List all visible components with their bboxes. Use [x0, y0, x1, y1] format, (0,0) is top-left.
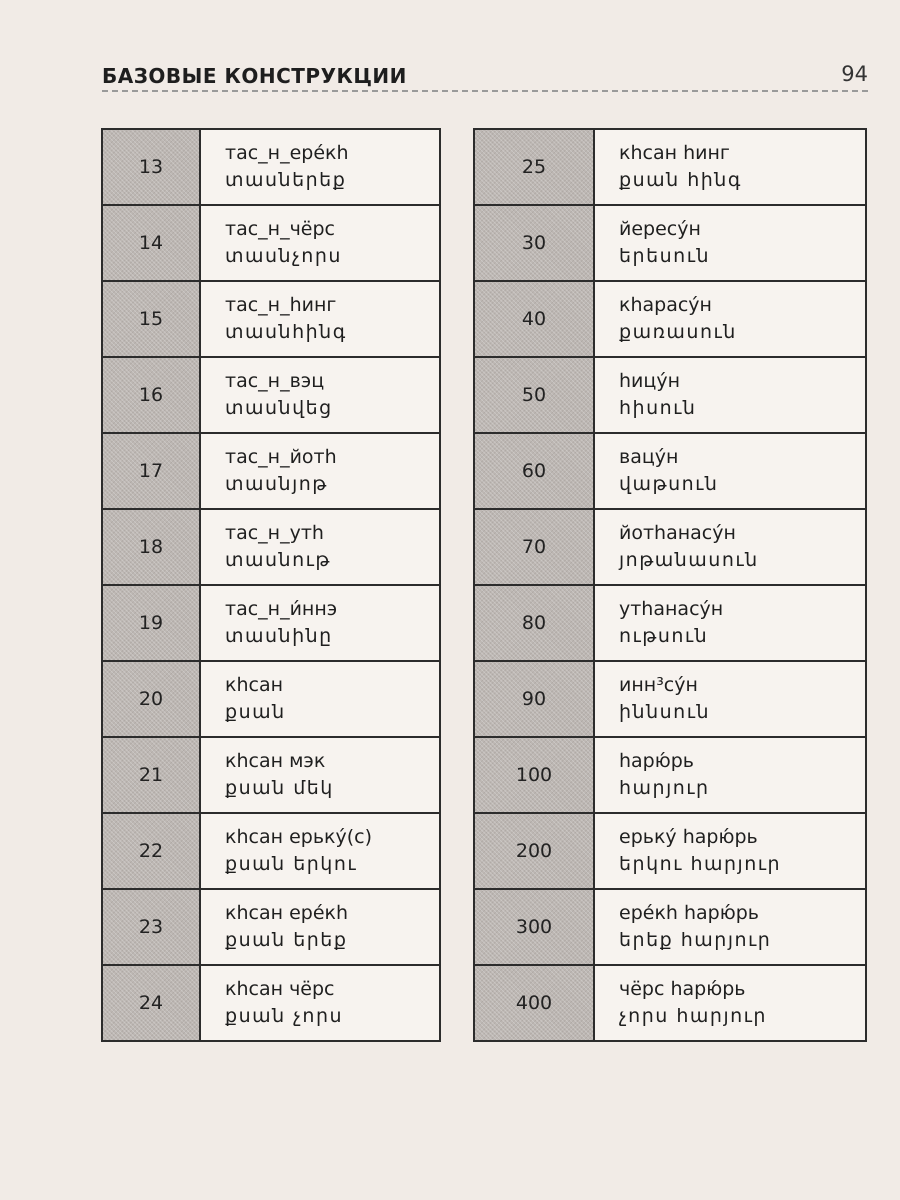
armenian-word: երեք հարյուր: [619, 929, 772, 951]
transliteration: кһсан: [225, 674, 284, 696]
transliteration: тас_н_һинг: [225, 294, 337, 316]
word-cell: [200, 965, 440, 1041]
transliteration: тас_н_ере́кһ: [225, 142, 349, 164]
transliteration: тас_н_йотһ: [225, 446, 337, 468]
table-row: [102, 433, 440, 509]
table-row: [474, 357, 866, 433]
table-row: [474, 661, 866, 737]
number-cell: 90: [474, 661, 594, 737]
number-cell: 23: [102, 889, 200, 965]
number-cell: 40: [474, 281, 594, 357]
armenian-word: քսան հինգ: [619, 169, 742, 191]
word-cell: [200, 433, 440, 509]
table-row: [474, 129, 866, 205]
table-row: [102, 509, 440, 585]
table-row: [474, 509, 866, 585]
table-row: [474, 585, 866, 661]
table-row: [474, 889, 866, 965]
number-cell: 50: [474, 357, 594, 433]
transliteration: тас_н_утһ: [225, 522, 324, 544]
number-cell: 200: [474, 813, 594, 889]
word-cell: [594, 585, 866, 661]
number-cell: 100: [474, 737, 594, 813]
armenian-word: քսան երեք: [225, 929, 348, 951]
table-row: [102, 661, 440, 737]
transliteration: вацу́н: [619, 446, 679, 468]
armenian-word: քսան մեկ: [225, 777, 334, 799]
table-row: [102, 129, 440, 205]
section-title: БАЗОВЫЕ КОНСТРУКЦИИ: [102, 64, 407, 88]
table-row: [474, 737, 866, 813]
number-cell: 24: [102, 965, 200, 1041]
number-cell: 15: [102, 281, 200, 357]
table-row: [102, 813, 440, 889]
table-row: [474, 205, 866, 281]
word-cell: [594, 281, 866, 357]
table-row: [474, 813, 866, 889]
number-cell: 400: [474, 965, 594, 1041]
armenian-word: տասնինը: [225, 625, 333, 647]
table-row: [102, 889, 440, 965]
word-cell: [594, 965, 866, 1041]
transliteration: инн³су́н: [619, 674, 698, 696]
armenian-word: քառասուն: [619, 321, 737, 343]
word-cell: [594, 661, 866, 737]
number-cell: 25: [474, 129, 594, 205]
numbers-table-left: [101, 128, 441, 1042]
armenian-word: տասնյոթ: [225, 473, 328, 495]
word-cell: [200, 737, 440, 813]
table-row: [102, 965, 440, 1041]
transliteration: тас_н_и́ннэ: [225, 598, 338, 620]
transliteration: һарю́рь: [619, 750, 694, 772]
armenian-word: հարյուր: [619, 777, 710, 799]
word-cell: [594, 889, 866, 965]
transliteration: тас_н_вэц: [225, 370, 325, 392]
transliteration: ере́кһ һарю́рь: [619, 902, 759, 924]
transliteration: кһсан мэк: [225, 750, 326, 772]
transliteration: утһанасу́н: [619, 598, 724, 620]
transliteration: кһарасу́н: [619, 294, 712, 316]
word-cell: [200, 889, 440, 965]
word-cell: [200, 205, 440, 281]
armenian-word: տասնհինգ: [225, 321, 347, 343]
armenian-word: ութսուն: [619, 625, 709, 647]
numbers-table-right: [473, 128, 867, 1042]
number-cell: 16: [102, 357, 200, 433]
table-row: [474, 281, 866, 357]
number-cell: 18: [102, 509, 200, 585]
transliteration: йересу́н: [619, 218, 701, 240]
word-cell: [594, 737, 866, 813]
transliteration: кһсан ерьку́(с): [225, 826, 373, 848]
transliteration: кһсан ере́кһ: [225, 902, 349, 924]
word-cell: [594, 129, 866, 205]
table-row: [102, 357, 440, 433]
armenian-word: երկու հարյուր: [619, 853, 782, 875]
armenian-word: տասնվեց: [225, 397, 333, 419]
number-cell: 22: [102, 813, 200, 889]
word-cell: [200, 813, 440, 889]
table-row: [102, 281, 440, 357]
transliteration: кһсан һинг: [619, 142, 730, 164]
transliteration: йотһанасу́н: [619, 522, 736, 544]
number-cell: 70: [474, 509, 594, 585]
number-cell: 21: [102, 737, 200, 813]
number-cell: 20: [102, 661, 200, 737]
transliteration: чёрс һарю́рь: [619, 978, 746, 1000]
word-cell: [594, 357, 866, 433]
number-cell: 300: [474, 889, 594, 965]
number-cell: 19: [102, 585, 200, 661]
word-cell: [200, 585, 440, 661]
armenian-word: տասներեք: [225, 169, 347, 191]
transliteration: кһсан чёрс: [225, 978, 335, 1000]
armenian-word: քսան երկու: [225, 853, 358, 875]
armenian-word: վաթսուն: [619, 473, 719, 495]
table-row: [102, 585, 440, 661]
number-cell: 17: [102, 433, 200, 509]
armenian-word: չորս հարյուր: [619, 1005, 767, 1027]
page-number: 94: [841, 62, 868, 86]
number-cell: 30: [474, 205, 594, 281]
word-cell: [200, 661, 440, 737]
armenian-word: քսան: [225, 701, 286, 723]
word-cell: [594, 205, 866, 281]
word-cell: [200, 509, 440, 585]
armenian-word: տասնութ: [225, 549, 331, 571]
number-cell: 13: [102, 129, 200, 205]
header-divider: [102, 90, 868, 92]
word-cell: [594, 509, 866, 585]
transliteration: тас_н_чёрс: [225, 218, 336, 240]
armenian-word: յոթանասուն: [619, 549, 759, 571]
word-cell: [594, 433, 866, 509]
word-cell: [200, 357, 440, 433]
page-header: [102, 60, 868, 96]
transliteration: һицу́н: [619, 370, 680, 392]
armenian-word: իննսուն: [619, 701, 711, 723]
word-cell: [594, 813, 866, 889]
armenian-word: քսան չորս: [225, 1005, 344, 1027]
number-cell: 60: [474, 433, 594, 509]
armenian-word: տասնչորս: [225, 245, 342, 267]
table-row: [102, 205, 440, 281]
word-cell: [200, 281, 440, 357]
table-row: [474, 433, 866, 509]
transliteration: ерьку́ һарю́рь: [619, 826, 758, 848]
number-cell: 80: [474, 585, 594, 661]
word-cell: [200, 129, 440, 205]
table-row: [474, 965, 866, 1041]
armenian-word: հիսուն: [619, 397, 697, 419]
table-row: [102, 737, 440, 813]
armenian-word: երեսուն: [619, 245, 711, 267]
number-cell: 14: [102, 205, 200, 281]
